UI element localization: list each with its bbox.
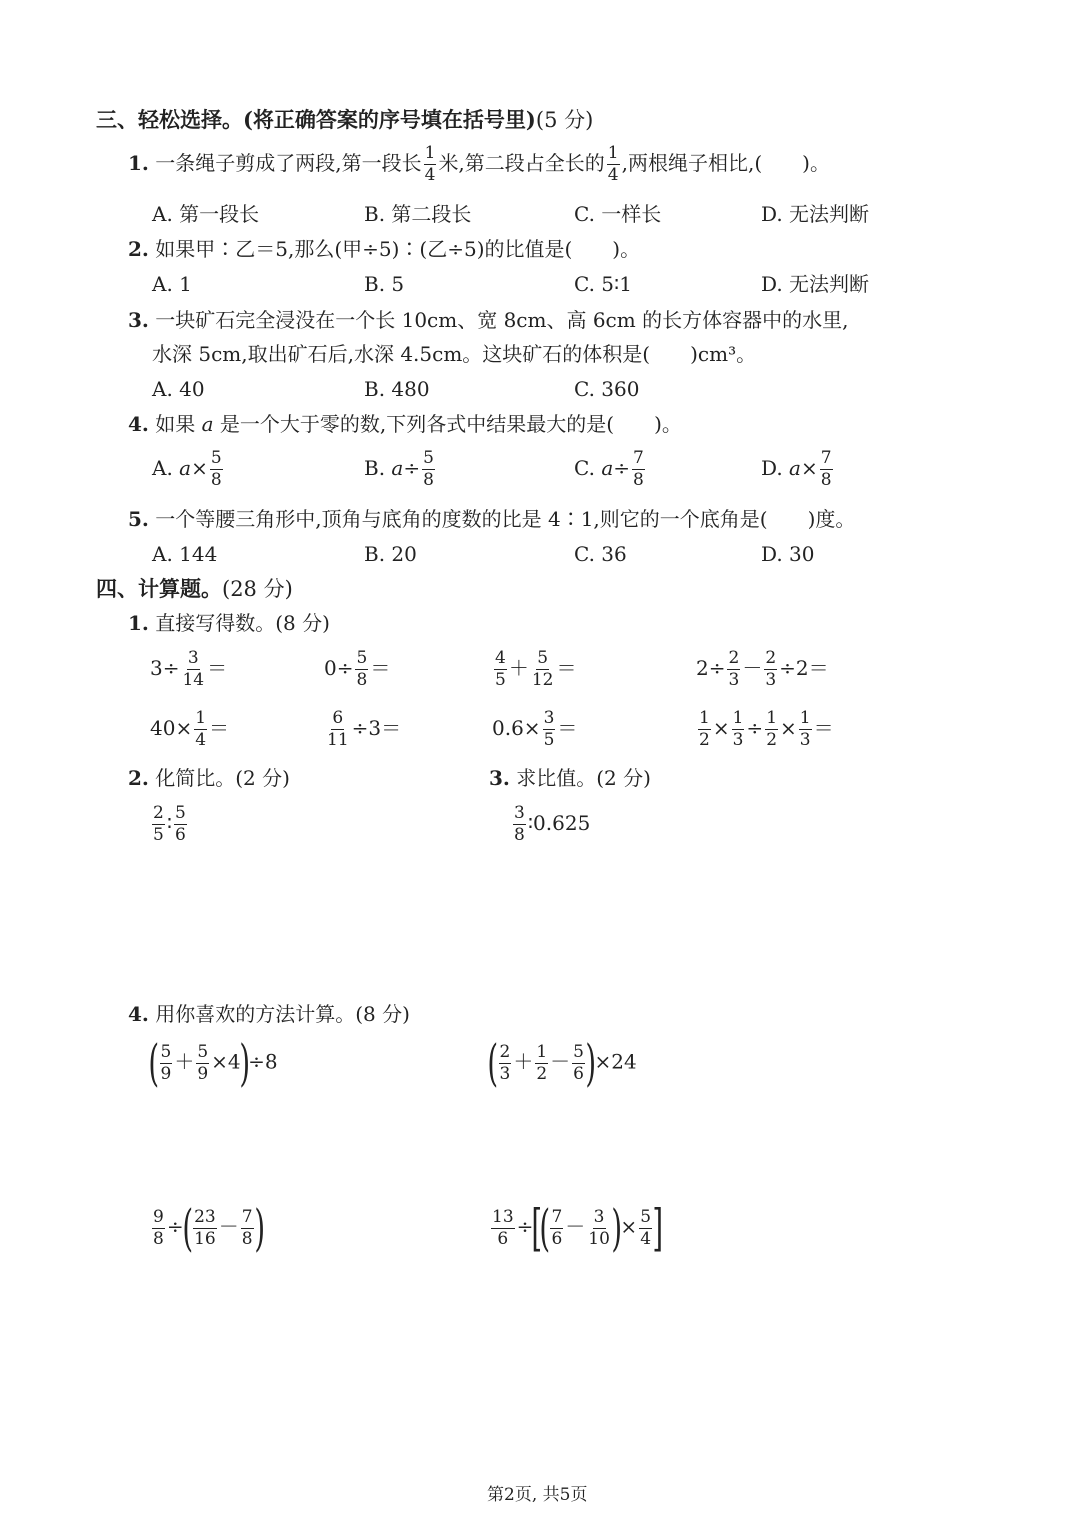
option-c: C. 5∶1: [574, 272, 632, 296]
fraction: $\frac{4}{5}$: [495, 648, 506, 690]
oral-calc-8: $\frac{1}{2}$ × $\frac{1}{3}$ ÷ $\frac{1}{2}$ × $\frac{1}{3}$ ＝: [699, 708, 834, 750]
question-3: [128, 310, 848, 330]
question-5: [128, 509, 855, 529]
fraction: $\frac{1}{4}$: [424, 143, 436, 185]
question-number: 5.: [128, 507, 149, 531]
option-b: B. a÷ $\frac{5}{8}$: [364, 448, 434, 490]
oral-calc-2: 0÷ $\frac{5}{8}$ ＝: [324, 648, 391, 690]
option-b: B. 第二段长: [364, 202, 472, 226]
part-2-heading: 2. 化简比。(2 分): [128, 766, 290, 790]
fraction: $\frac{1}{2}$: [536, 1041, 548, 1084]
question-text: ,两根绳子相比,( )。: [621, 151, 830, 175]
question-number: 3.: [128, 308, 149, 332]
fraction: $\frac{1}{4}$: [195, 708, 207, 750]
fraction: $\frac{5}{9}$: [197, 1041, 209, 1084]
section-4-heading: [96, 578, 293, 600]
option-c: C. 一样长: [574, 202, 662, 226]
fraction: $\frac{2}{5}$: [153, 803, 164, 845]
question-1: [128, 145, 830, 184]
page-footer: 第2页, 共5页: [487, 1485, 588, 1505]
question-text: 是一个大于零的数,下列各式中结果最大的是( )。: [219, 412, 682, 436]
fraction: $\frac{7}{8}$: [820, 448, 832, 490]
section-3-title: 三、轻松选择。: [96, 107, 243, 132]
oral-calc-4: 2÷ $\frac{2}{3}$ － $\frac{2}{3}$ ÷2＝: [696, 648, 829, 690]
fraction: $\frac{1}{3}$: [732, 708, 744, 750]
fraction: $\frac{3}{8}$: [514, 803, 525, 845]
question-text: 如果甲∶乙＝5,那么(甲÷5)∶(乙÷5)的比值是( )。: [155, 237, 641, 261]
question-3-line-2: 水深 5cm,取出矿石后,水深 4.5cm。这块矿石的体积是( )cm³。: [152, 342, 757, 366]
oral-calc-5: 40× $\frac{1}{4}$ ＝: [150, 708, 230, 750]
fraction: $\frac{9}{8}$: [153, 1206, 164, 1249]
section-3-note: (将正确答案的序号填在括号里): [243, 107, 536, 132]
fraction: $\frac{5}{8}$: [423, 448, 434, 490]
fraction: $\frac{3}{10}$: [588, 1206, 610, 1249]
option-c: C. 360: [574, 377, 640, 401]
question-text: 一个等腰三角形中,顶角与底角的度数的比是 4∶1,则它的一个底角是( )度。: [155, 507, 856, 531]
fraction: $\frac{5}{9}$: [160, 1041, 172, 1084]
option-d: D. a× $\frac{7}{8}$: [761, 448, 832, 490]
option-b: B. 20: [364, 542, 417, 566]
variable-a: a: [201, 412, 214, 436]
fraction: $\frac{7}{8}$: [633, 448, 644, 490]
question-number: 2.: [128, 237, 149, 261]
fraction: $\frac{3}{5}$: [543, 708, 555, 750]
fraction: $\frac{2}{3}$: [765, 648, 777, 690]
oral-calc-6: $\frac{6}{11}$ ÷3＝: [327, 708, 402, 750]
fraction: $\frac{1}{2}$: [766, 708, 778, 750]
question-text: 如果: [155, 412, 196, 436]
option-d: D. 30: [761, 542, 815, 566]
question-text: 一条绳子剪成了两段,第一段长: [155, 151, 422, 175]
question-number: 1.: [128, 151, 149, 175]
fraction: $\frac{1}{4}$: [607, 143, 619, 185]
fraction: $\frac{5}{8}$: [210, 448, 222, 490]
section-3-score: (5 分): [535, 108, 594, 132]
option-a: A. a× $\frac{5}{8}$: [152, 448, 222, 490]
option-a: A. 1: [152, 272, 192, 296]
option-d: D. 无法判断: [761, 202, 870, 226]
section-4-title: 四、计算题。: [96, 576, 222, 601]
option-a: A. 40: [152, 377, 205, 401]
fraction: $\frac{5}{8}$: [356, 648, 368, 690]
option-a: A. 第一段长: [152, 202, 260, 226]
oral-calc-7: 0.6× $\frac{3}{5}$ ＝: [492, 708, 578, 750]
calc-expr-1: ( $\frac{5}{9}$ ＋ $\frac{5}{9}$ ×4)÷8: [148, 1034, 278, 1092]
part-4-heading: 4. 用你喜欢的方法计算。(8 分): [128, 1002, 410, 1026]
calc-expr-2: ( $\frac{2}{3}$ ＋ $\frac{1}{2}$ － $\frac{5}{6}$ )×24: [487, 1034, 637, 1092]
fraction: $\frac{2}{3}$: [499, 1041, 511, 1084]
option-c: C. 36: [574, 542, 627, 566]
option-b: B. 480: [364, 377, 430, 401]
fraction: $\frac{5}{12}$: [531, 648, 554, 690]
question-2: [128, 239, 640, 259]
fraction: $\frac{5}{6}$: [573, 1041, 584, 1084]
part-3-heading: 3. 求比值。(2 分): [489, 766, 651, 790]
fraction: $\frac{23}{16}$: [194, 1206, 216, 1249]
question-4: [128, 414, 682, 434]
fraction: $\frac{13}{6}$: [492, 1206, 514, 1249]
calc-expr-4: $\frac{13}{6}$ ÷[( $\frac{7}{6}$ － $\frac{3}{10}$ )× $\frac{5}{4}$ ]: [492, 1199, 664, 1257]
question-text: 一块矿石完全浸没在一个长 10cm、宽 8cm、高 6cm 的长方体容器中的水里,: [155, 308, 849, 332]
fraction: $\frac{7}{8}$: [241, 1206, 253, 1249]
part-1-heading: 1. 直接写得数。(8 分): [128, 611, 330, 635]
oral-calc-3: $\frac{4}{5}$ ＋ $\frac{5}{12}$ ＝: [495, 648, 577, 690]
fraction: $\frac{1}{2}$: [699, 708, 710, 750]
calc-expr-3: $\frac{9}{8}$ ÷( $\frac{23}{16}$ － $\frac{7}{8}$ ): [153, 1199, 265, 1257]
option-c: C. a÷ $\frac{7}{8}$: [574, 448, 644, 490]
ratio-value-expr: $\frac{3}{8}$ ∶0.625: [514, 803, 591, 845]
simplify-ratio-expr: $\frac{2}{5}$ ∶ $\frac{5}{6}$: [153, 803, 186, 845]
fraction: $\frac{3}{14}$: [182, 648, 205, 690]
section-4-score: (28 分): [222, 577, 293, 601]
fraction: $\frac{7}{6}$: [551, 1206, 563, 1249]
question-number: 4.: [128, 412, 149, 436]
oral-calc-1: 3÷ $\frac{3}{14}$ ＝: [150, 648, 228, 690]
fraction: $\frac{2}{3}$: [728, 648, 740, 690]
section-3-heading: [96, 109, 593, 131]
fraction: $\frac{5}{6}$: [175, 803, 186, 845]
fraction: $\frac{5}{4}$: [640, 1206, 652, 1249]
fraction: $\frac{6}{11}$: [327, 708, 349, 750]
question-text: 米,第二段占全长的: [438, 151, 605, 175]
fraction: $\frac{1}{3}$: [799, 708, 811, 750]
option-d: D. 无法判断: [761, 272, 870, 296]
option-a: A. 144: [152, 542, 218, 566]
option-b: B. 5: [364, 272, 405, 296]
